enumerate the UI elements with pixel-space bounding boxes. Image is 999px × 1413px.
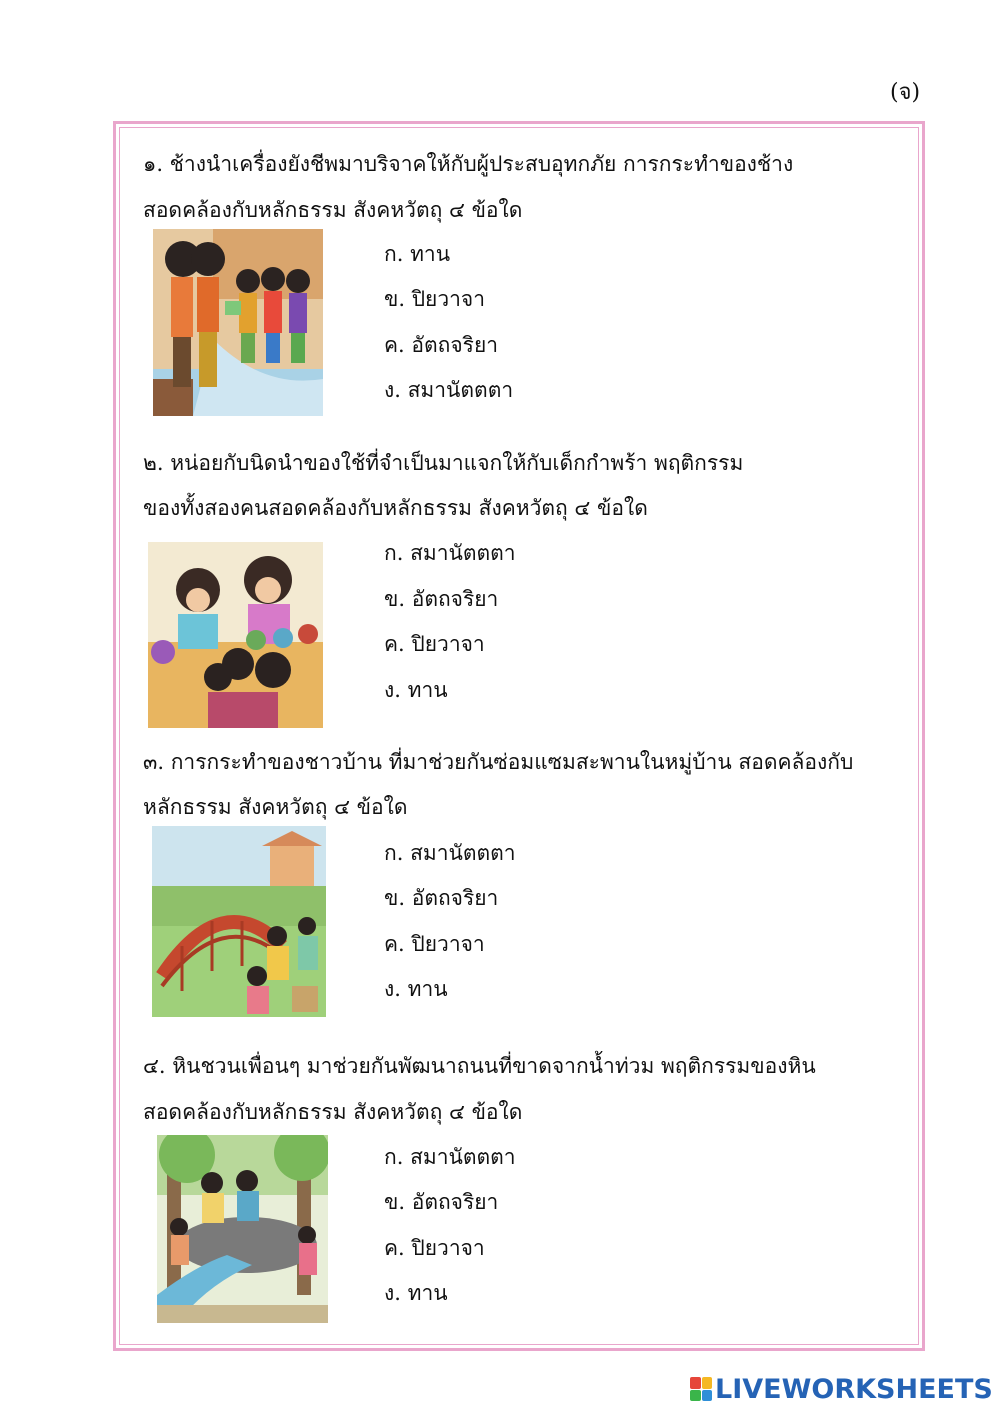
question-1-text-line-1: ๑. ช้างนำเครื่องยังชีพมาบริจาคให้กับผู้ประสบอุทกภัย การกระทำของช้าง (143, 152, 794, 176)
question-2-text-line-1: ๒. หน่อยกับนิดนำของใช้ที่จำเป็นมาแจกให้กับเด็กกำพร้า พฤติกรรม (143, 451, 744, 475)
question-2-text-line-2: ของทั้งสองคนสอดคล้องกับหลักธรรม สังคหวัตถุ ๔ ข้อใด (143, 496, 648, 520)
question-4-text-line-2: สอดคล้องกับหลักธรรม สังคหวัตถุ ๔ ข้อใด (143, 1100, 523, 1124)
question-1-text-line-2: สอดคล้องกับหลักธรรม สังคหวัตถุ ๔ ข้อใด (143, 198, 523, 222)
question-3-choice-a[interactable]: ก. สมานัตตตา (384, 841, 516, 865)
question-2-illustration (148, 542, 323, 728)
liveworksheets-brand[interactable] (690, 1374, 993, 1404)
question-2-choice-c[interactable]: ค. ปิยวาจา (384, 632, 485, 656)
page-number: (จ) (890, 80, 921, 105)
liveworksheets-logo-icon (690, 1377, 712, 1401)
question-3-choice-d[interactable]: ง. ทาน (384, 977, 448, 1001)
question-2-choice-b[interactable]: ข. อัตถจริยา (384, 587, 499, 611)
question-1-choice-d[interactable]: ง. สมานัตตตา (384, 378, 514, 402)
question-3-text-line-1: ๓. การกระทำของชาวบ้าน ที่มาช่วยกันซ่อมแซมสะพานในหมู่บ้าน สอดคล้องกับ (143, 750, 854, 774)
question-3-text-line-2: หลักธรรม สังคหวัตถุ ๔ ข้อใด (143, 795, 408, 819)
brand-name: LIVEWORKSHEETS (715, 1373, 993, 1405)
question-4-choice-a[interactable]: ก. สมานัตตตา (384, 1145, 516, 1169)
question-3-choice-c[interactable]: ค. ปิยวาจา (384, 932, 485, 956)
question-4-choice-d[interactable]: ง. ทาน (384, 1281, 448, 1305)
question-1-choice-b[interactable]: ข. ปิยวาจา (384, 287, 486, 311)
question-1-illustration (153, 229, 323, 416)
question-2-choice-a[interactable]: ก. สมานัตตตา (384, 541, 516, 565)
question-4-choice-c[interactable]: ค. ปิยวาจา (384, 1236, 485, 1260)
question-4-choice-b[interactable]: ข. อัตถจริยา (384, 1190, 499, 1214)
question-3-illustration (152, 826, 326, 1017)
question-4-text-line-1: ๔. หินชวนเพื่อนๆ มาช่วยกันพัฒนาถนนที่ขาดจากน้ำท่วม พฤติกรรมของหิน (143, 1054, 816, 1078)
question-1-choice-a[interactable]: ก. ทาน (384, 242, 451, 266)
question-3-choice-b[interactable]: ข. อัตถจริยา (384, 886, 499, 910)
question-4-illustration (157, 1135, 328, 1323)
question-2-choice-d[interactable]: ง. ทาน (384, 678, 448, 702)
question-1-choice-c[interactable]: ค. อัตถจริยา (384, 333, 499, 357)
